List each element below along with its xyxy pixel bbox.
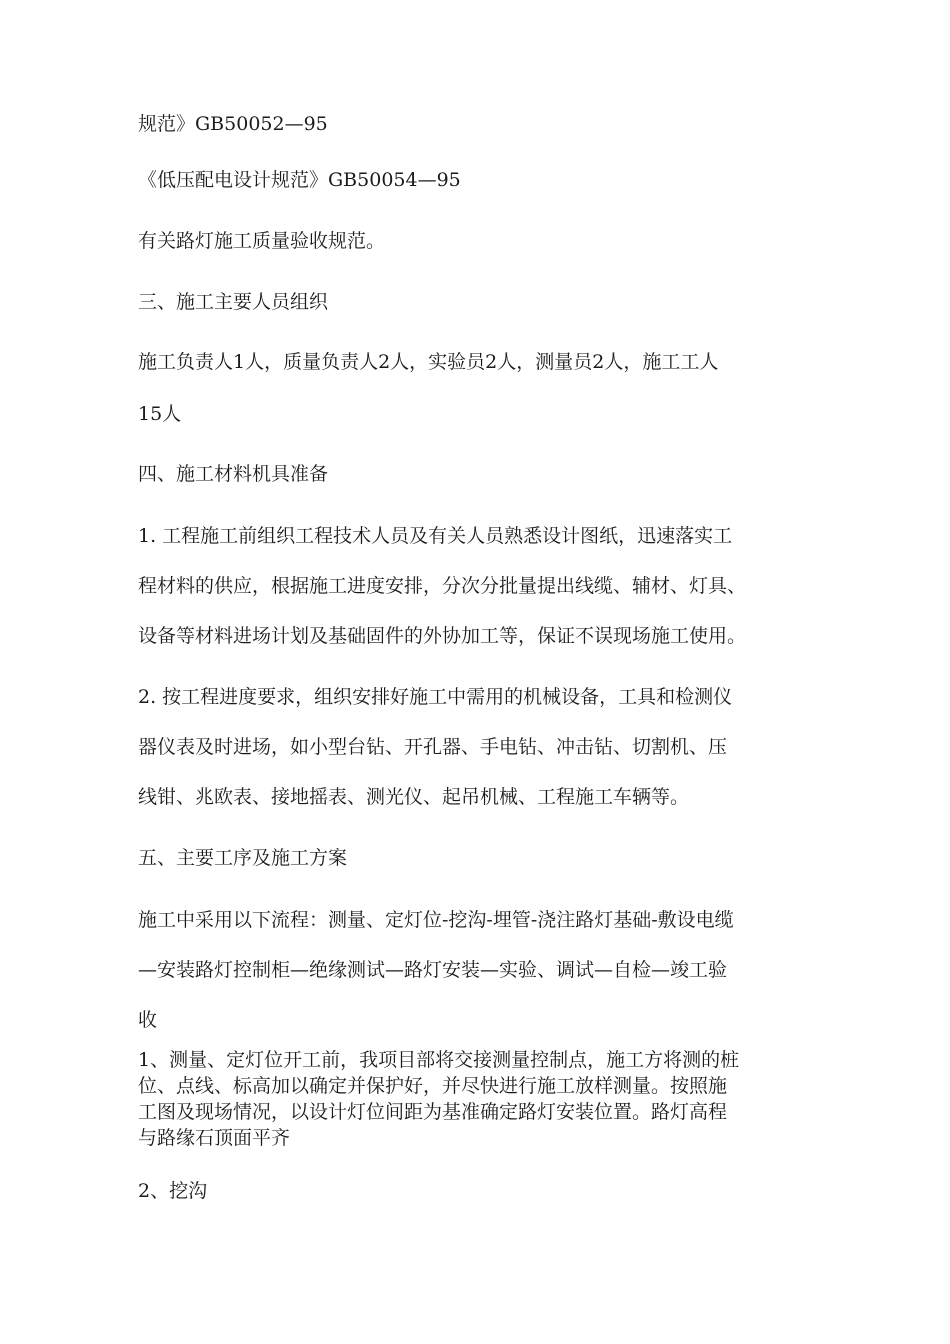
text-line: 线钳、兆欧表、接地摇表、测光仪、起吊机械、工程施工车辆等。 (138, 786, 690, 808)
paragraph-process-flow (138, 908, 818, 1032)
paragraph-acceptance-standard (138, 229, 818, 253)
paragraph-equipment-prep (138, 685, 818, 809)
heading-section-4 (138, 462, 818, 486)
paragraph-material-prep (138, 524, 818, 648)
text-line: 位、点线、标高加以确定并保护好，并尽快进行施工放样测量。按照施 (138, 1075, 728, 1097)
paragraph-surveying (138, 1048, 818, 1150)
text-line: 有关路灯施工质量验收规范。 (138, 230, 386, 252)
text-line: 程材料的供应，根据施工进度安排，分次分批量提出线缆、辅材、灯具、 (138, 575, 747, 597)
heading-section-3 (138, 290, 818, 314)
section-heading: 四、施工材料机具准备 (138, 463, 329, 485)
heading-trenching (138, 1179, 818, 1203)
text-line: 与路缘石顶面平齐 (138, 1127, 291, 1149)
section-heading: 三、施工主要人员组织 (138, 291, 329, 313)
text-line: 2. 按工程进度要求，组织安排好施工中需用的机械设备，工具和检测仪 (138, 686, 733, 708)
paragraph-staffing (138, 350, 818, 426)
text-line: 设备等材料进场计划及基础固件的外协加工等，保证不误现场施工使用。 (138, 625, 747, 647)
text-line: 工图及现场情况，以设计灯位间距为基准确定路灯安装位置。路灯高程 (138, 1101, 728, 1123)
text-line: 规范》GB50052—95 (138, 113, 328, 135)
text-line: 1. 工程施工前组织工程技术人员及有关人员熟悉设计图纸，迅速落实工 (138, 525, 733, 547)
text-line: 器仪表及时进场，如小型台钻、开孔器、手电钻、冲击钻、切割机、压 (138, 736, 728, 758)
text-line: 收 (138, 1009, 158, 1031)
text-line: 施工中采用以下流程：测量、定灯位-挖沟-埋管-浇注路灯基础-敷设电缆 (138, 909, 734, 931)
text-line: 15人 (138, 403, 182, 425)
heading-section-5 (138, 846, 818, 870)
section-heading: 2、挖沟 (138, 1180, 208, 1202)
text-line: 《低压配电设计规范》GB50054—95 (138, 169, 461, 191)
section-heading: 五、主要工序及施工方案 (138, 847, 348, 869)
paragraph-standard-gb50052 (138, 112, 818, 136)
text-line: 1、测量、定灯位开工前，我项目部将交接测量控制点，施工方将测的桩 (138, 1049, 740, 1071)
paragraph-standard-gb50054 (138, 168, 818, 192)
text-line: 施工负责人1人，质量负责人2人，实验员2人，测量员2人，施工工人 (138, 351, 719, 373)
text-line: —安装路灯控制柜—绝缘测试—路灯安装—实验、调试—自检—竣工验 (138, 959, 728, 981)
